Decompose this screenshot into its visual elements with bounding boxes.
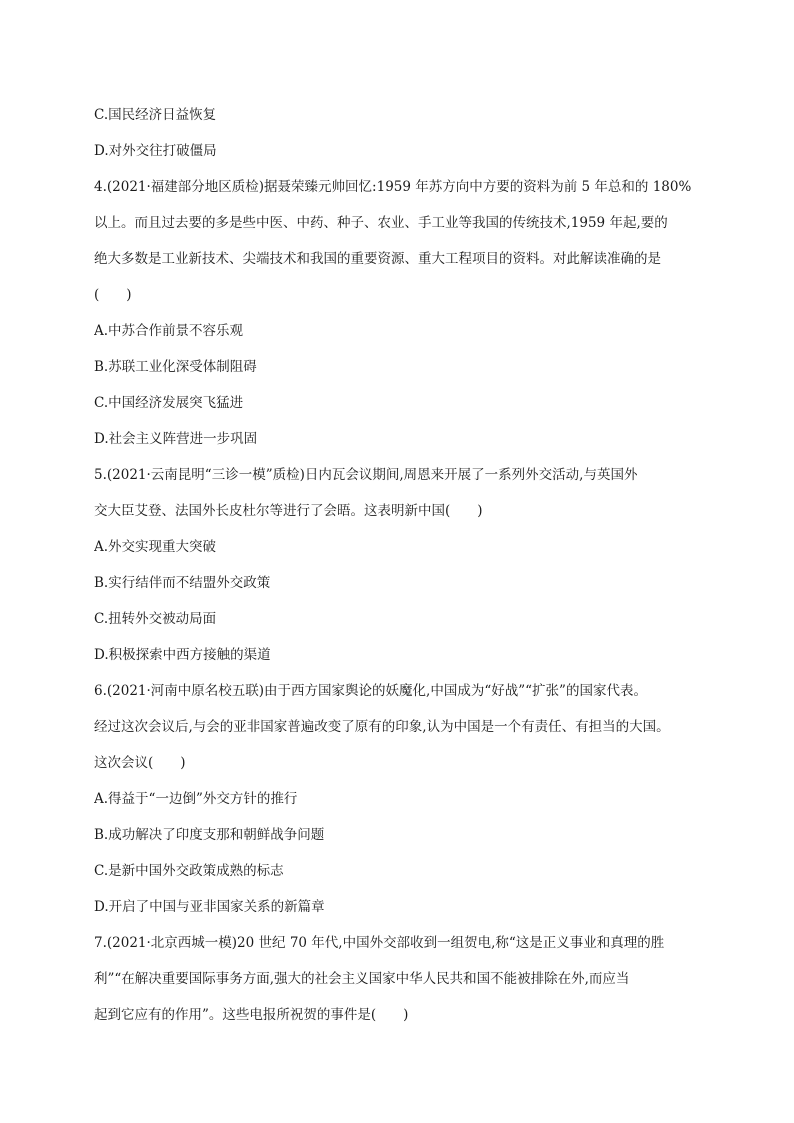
option-q5-b: B.实行结伴而不结盟外交政策: [94, 575, 271, 591]
question-4-stem-line-1: 4.(2021·福建部分地区质检)据聂荣臻元帅回忆:1959 年苏方向中方要的资料为前 5 年总和的 180%: [94, 179, 692, 195]
question-4-stem-line-2: 以上。而且过去要的多是些中医、中药、种子、农业、手工业等我国的传统技术,1959 年起,要的: [94, 215, 668, 231]
option-q5-c: C.扭转外交被动局面: [94, 611, 217, 627]
option-q6-a: A.得益于“一边倒”外交方针的推行: [94, 791, 298, 807]
option-q4-c: C.中国经济发展突飞猛进: [94, 395, 244, 411]
question-4-stem-line-3: 绝大多数是工业新技术、尖端技术和我国的重要资源、重大工程项目的资料。对此解读准确的是: [94, 251, 661, 267]
question-7-stem-line-3: 起到它应有的作用”。这些电报所祝贺的事件是( ): [94, 1007, 409, 1023]
question-6-stem-line-2: 经过这次会议后,与会的亚非国家普遍改变了原有的印象,认为中国是一个有责任、有担当的大国。: [94, 719, 670, 735]
option-q4-d: D.社会主义阵营进一步巩固: [94, 431, 258, 447]
question-7-stem-line-1: 7.(2021·北京西城一模)20 世纪 70 年代,中国外交部收到一组贺电,称“这是正义事业和真理的胜: [94, 935, 665, 951]
question-6-stem-line-1: 6.(2021·河南中原名校五联)由于西方国家舆论的妖魔化,中国成为“好战”“扩张”的国家代表。: [94, 683, 647, 699]
option-q4-b: B.苏联工业化深受体制阻碍: [94, 359, 257, 375]
option-q3-d: D.对外交往打破僵局: [94, 143, 217, 159]
option-q5-d: D.积极探索中西方接触的渠道: [94, 647, 271, 663]
option-q6-c: C.是新中国外交政策成熟的标志: [94, 863, 284, 879]
option-q4-a: A.中苏合作前景不容乐观: [94, 323, 244, 339]
option-q5-a: A.外交实现重大突破: [94, 539, 217, 555]
option-q6-b: B.成功解决了印度支那和朝鲜战争问题: [94, 827, 325, 843]
question-7-stem-line-2: 利”“在解决重要国际事务方面,强大的社会主义国家中华人民共和国不能被排除在外,而应当: [94, 971, 630, 987]
option-q6-d: D.开启了中国与亚非国家关系的新篇章: [94, 899, 325, 915]
question-5-stem-line-1: 5.(2021·云南昆明“三诊一模”质检)日内瓦会议期间,周恩来开展了一系列外交活动,与英国外: [94, 467, 638, 483]
question-6-stem-line-3: 这次会议( ): [94, 755, 186, 771]
question-4-answer-blank: ( ): [94, 287, 132, 303]
question-5-stem-line-2: 交大臣艾登、法国外长皮杜尔等进行了会晤。这表明新中国( ): [94, 503, 483, 519]
option-q3-c: C.国民经济日益恢复: [94, 107, 217, 123]
